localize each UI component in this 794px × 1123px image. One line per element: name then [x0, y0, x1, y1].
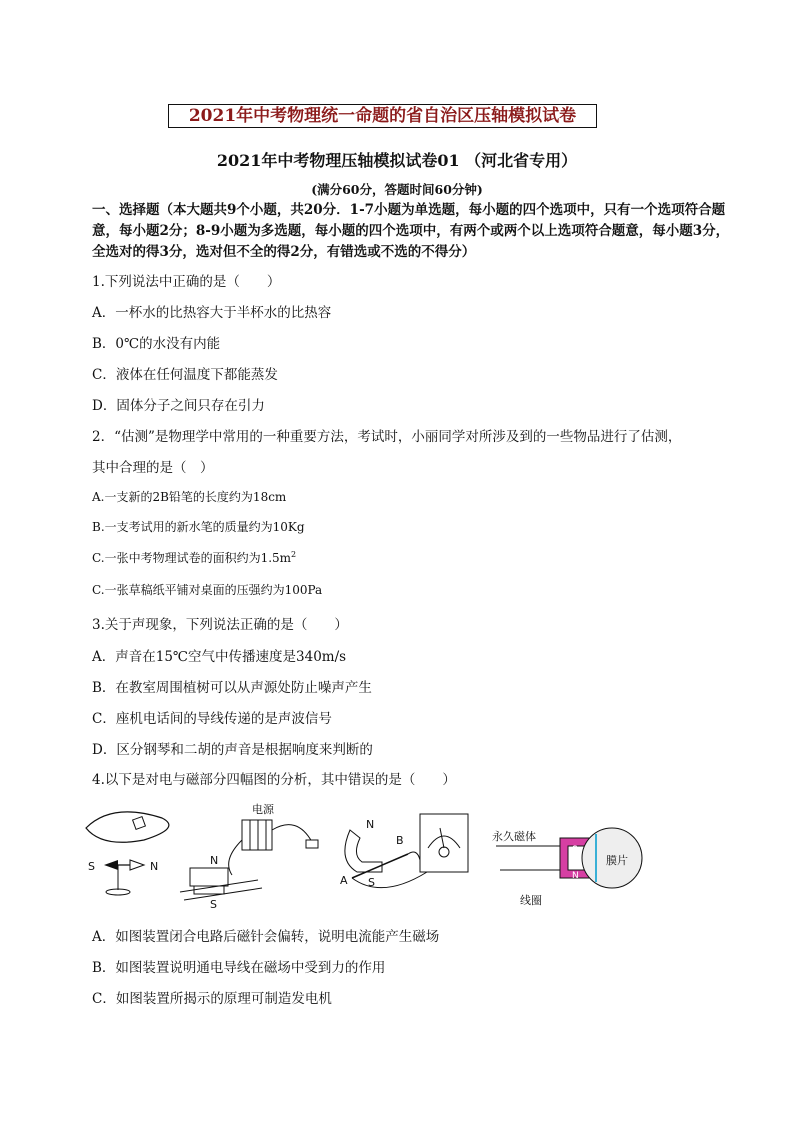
exam-info: (满分60分，答题时间60分钟)	[311, 182, 483, 197]
fig1-label-n: N	[150, 860, 159, 873]
question-4-stem: 4.以下是对电与磁部分四幅图的分析，其中错误的是（ ）	[92, 772, 456, 788]
fig1-label-s: S	[88, 860, 95, 873]
fig3-label-a: A	[340, 874, 348, 887]
superscript-2: 2	[291, 550, 297, 559]
figure-3-generator	[340, 814, 468, 889]
question-2-option-d: C.一张草稿纸平铺对桌面的压强约为100Pa	[92, 583, 323, 597]
question-3-option-a: A．声音在15℃空气中传播速度是340m/s	[92, 649, 347, 665]
question-4-option-b: B．如图装置说明通电导线在磁场中受到力的作用	[92, 960, 386, 976]
question-3-option-b: B．在教室周围植树可以从声源处防止噪声产生	[92, 680, 372, 696]
question-2-option-c: C.一张中考物理试卷的面积约为$1.5m^2$	[92, 550, 297, 565]
question-3-option-c: C．座机电话间的导线传递的是声波信号	[92, 711, 332, 727]
figure-2-motor-rails	[180, 802, 318, 910]
figure-4-microphone	[492, 828, 642, 907]
fig4-label-membrane: 膜片	[606, 854, 628, 867]
question-1-option-d: D．固体分子之间只存在引力	[92, 398, 265, 414]
question-4-option-c: C．如图装置所揭示的原理可制造发电机	[92, 991, 332, 1007]
exam-series-banner: 2021年中考物理统一命题的省自治区压轴模拟试卷	[168, 104, 597, 128]
fig4-label-s: S	[572, 845, 578, 855]
fig2-label-n: N	[210, 854, 219, 867]
fig3-label-b: B	[396, 834, 404, 847]
fig2-label-power: 电源	[252, 803, 274, 816]
fig3-label-s: S	[368, 876, 375, 889]
question-1-option-c: C．液体在任何温度下都能蒸发	[92, 367, 278, 383]
question-3-stem: 3.关于声现象，下列说法正确的是（ ）	[92, 617, 348, 633]
question-2-option-b: B.一支考试用的新水笔的质量约为10Kg	[92, 520, 305, 534]
question-3-option-d: D．区分钢琴和二胡的声音是根据响度来判断的	[92, 742, 373, 758]
question-1-option-b: B．0℃的水没有内能	[92, 336, 221, 352]
question-2-option-a: A.一支新的2B铅笔的长度约为18cm	[92, 490, 287, 504]
fig2-label-s: S	[210, 898, 217, 910]
question-2-stem-line1: 2．“估测”是物理学中常用的一种重要方法，考试时，小丽同学对所涉及到的一些物品进行了估测，	[92, 429, 682, 445]
question-1-option-a: A．一杯水的比热容大于半杯水的比热容	[92, 305, 332, 321]
fig4-label-magnet: 永久磁体	[492, 830, 536, 843]
section-instructions: 一、选择题（本大题共9个小题，共20分．1-7小题为单选题，每小题的四个选项中，只有一个选项符合题意，每小题2分；8-9小题为多选题，每小题的四个选项中，有两个或两个以上选项符合题意，每小题3分，全选对的得3分，选对但不全的得2分，有错选或不选的不得分）	[92, 202, 730, 260]
figure-strip	[82, 800, 722, 910]
electromagnetism-figures	[82, 800, 722, 910]
question-1-stem: 1.下列说法中正确的是（ ）	[92, 274, 281, 290]
fig4-label-coil: 线圈	[520, 894, 542, 907]
question-4-option-a: A．如图装置闭合电路后磁针会偏转，说明电流能产生磁场	[92, 929, 440, 945]
fig3-label-n: N	[366, 818, 375, 831]
fig4-label-n: N	[572, 871, 579, 881]
figure-1-compass	[86, 812, 169, 895]
page-title: 2021年中考物理压轴模拟试卷01 （河北省专用）	[216, 151, 578, 170]
question-2-stem-line2: 其中合理的是（ ）	[92, 460, 214, 476]
